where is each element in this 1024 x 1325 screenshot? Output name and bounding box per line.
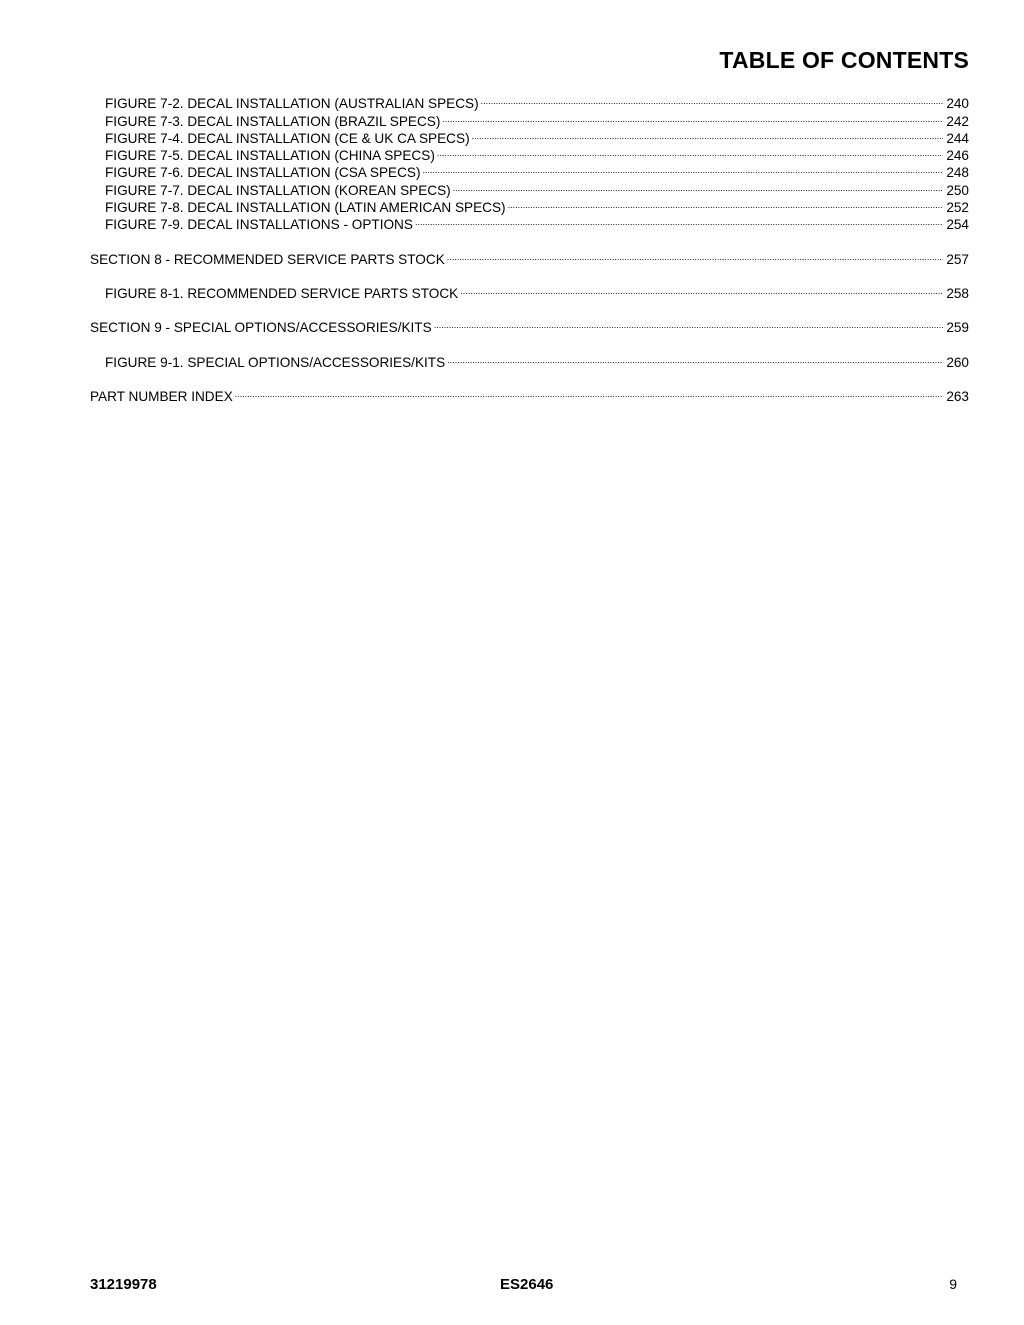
toc-entry-label: FIGURE 7-5. DECAL INSTALLATION (CHINA SPECS): [105, 148, 435, 164]
toc-section-entry[interactable]: [90, 315, 969, 336]
toc-dot-leader: [437, 143, 943, 160]
toc-entry-label: FIGURE 7-9. DECAL INSTALLATIONS - OPTIONS: [105, 217, 413, 233]
toc-index-entry[interactable]: [90, 384, 969, 404]
toc-dot-leader: [447, 246, 943, 263]
toc-dot-leader: [508, 195, 943, 212]
page-number: 9: [949, 1276, 957, 1292]
toc-dot-leader: [447, 349, 943, 366]
toc-entry-page: 248: [946, 165, 969, 181]
toc-dot-leader: [481, 91, 943, 108]
toc-entry-label: PART NUMBER INDEX: [90, 388, 233, 404]
toc-section-entry[interactable]: [90, 246, 969, 267]
toc-entry-label: FIGURE 7-8. DECAL INSTALLATION (LATIN AMERICAN SPECS): [105, 200, 506, 216]
toc-entry-label: FIGURE 9-1. SPECIAL OPTIONS/ACCESSORIES/KITS: [105, 354, 446, 370]
toc-entry-page: 263: [946, 388, 969, 404]
toc-dot-leader: [460, 281, 943, 298]
toc-dot-leader: [415, 212, 943, 229]
page-title: TABLE OF CONTENTS: [719, 47, 969, 73]
toc-entry-label: FIGURE 7-3. DECAL INSTALLATION (BRAZIL SPECS): [105, 113, 441, 129]
toc-entry-page: 252: [946, 200, 969, 216]
toc-entry-page: 250: [946, 182, 969, 198]
toc-entry-page: 254: [946, 217, 969, 233]
toc-entry-page: 240: [946, 96, 969, 112]
toc-dot-leader: [472, 126, 943, 143]
toc-entry-page: 259: [946, 320, 969, 336]
toc-dot-leader: [235, 384, 943, 401]
toc-entry-page: 246: [946, 148, 969, 164]
toc-dot-leader: [434, 315, 943, 332]
toc-entry-label: FIGURE 7-7. DECAL INSTALLATION (KOREAN SPECS): [105, 182, 451, 198]
toc-entry[interactable]: [90, 281, 969, 301]
toc-entry[interactable]: [90, 349, 969, 370]
toc-entry-label: FIGURE 8-1. RECOMMENDED SERVICE PARTS STOCK: [105, 285, 459, 301]
toc-dot-leader: [442, 108, 943, 125]
toc-dot-leader: [453, 177, 943, 194]
toc-entry-label: FIGURE 7-6. DECAL INSTALLATION (CSA SPECS): [105, 165, 421, 181]
toc-entry[interactable]: [90, 91, 969, 112]
toc-entry-page: 244: [946, 130, 969, 146]
model-number: ES2646: [500, 1276, 554, 1293]
toc-entry-page: 260: [946, 354, 969, 370]
document-number: 31219978: [90, 1276, 157, 1293]
toc-entry-label: FIGURE 7-4. DECAL INSTALLATION (CE & UK CA SPECS): [105, 130, 470, 146]
toc-entry-page: 242: [946, 113, 969, 129]
toc-entry-page: 258: [946, 285, 969, 301]
toc-entry-label: FIGURE 7-2. DECAL INSTALLATION (AUSTRALIAN SPECS): [105, 96, 479, 112]
page-footer: [90, 1276, 957, 1296]
table-of-contents: [90, 91, 969, 404]
toc-entry-label: SECTION 9 - SPECIAL OPTIONS/ACCESSORIES/KITS: [90, 320, 432, 336]
toc-entry-page: 257: [946, 251, 969, 267]
toc-dot-leader: [423, 160, 944, 177]
toc-entry-label: SECTION 8 - RECOMMENDED SERVICE PARTS STOCK: [90, 251, 445, 267]
